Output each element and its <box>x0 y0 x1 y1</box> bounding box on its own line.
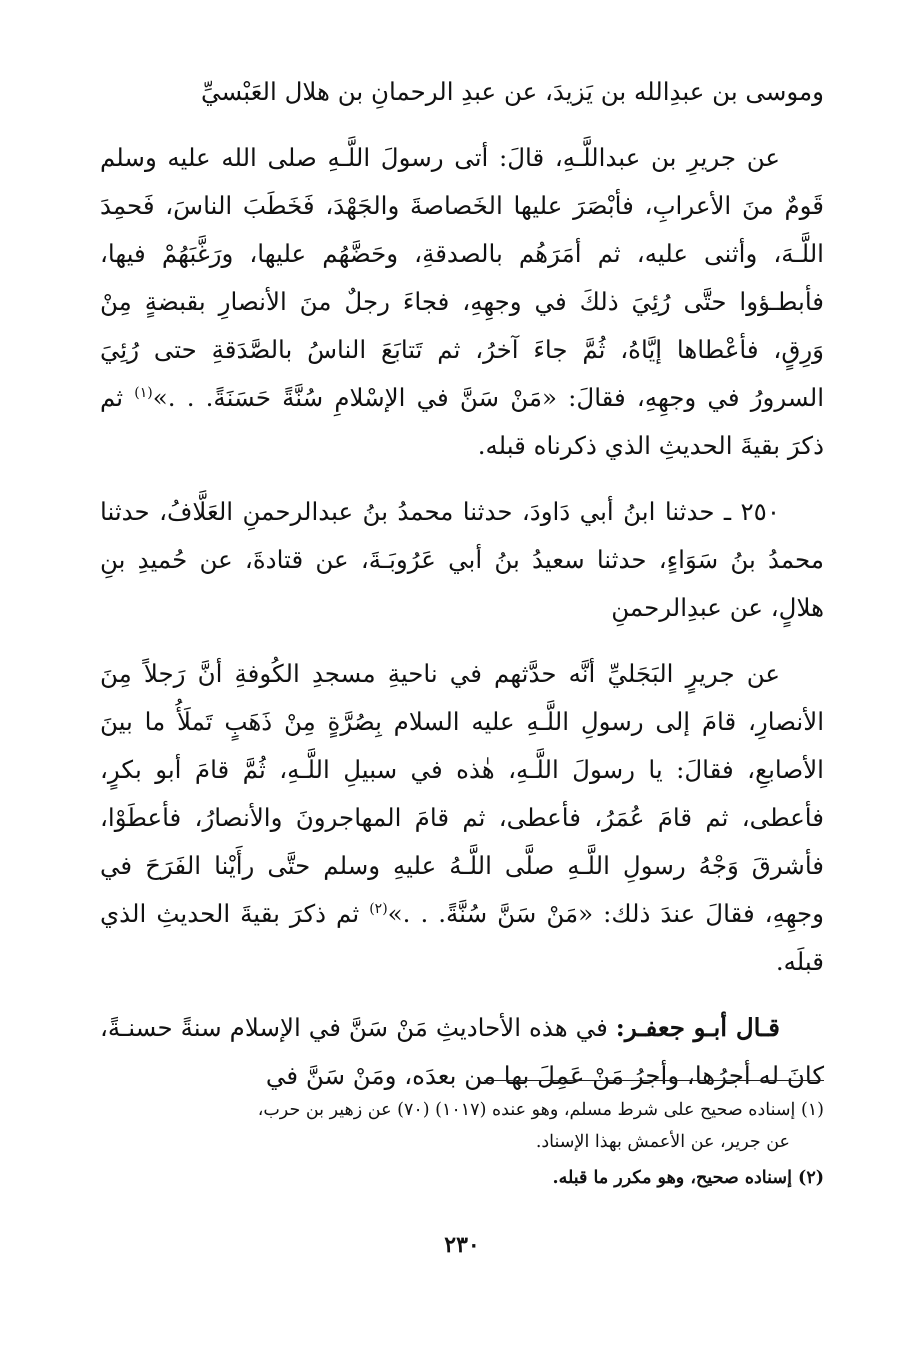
hadith-jarir-paragraph <box>100 134 824 470</box>
footnote-reference-2[interactable]: (٢) <box>369 900 388 917</box>
footnote-text: إسناده صحيح على شرط مسلم، وهو عنده (١٠١٧) (٧٠) عن زهير بن حرب، <box>257 1100 801 1120</box>
footnote-divider <box>484 1080 824 1081</box>
hadith-250-isnad-paragraph <box>100 488 824 632</box>
footnote-number: (١) <box>800 1100 824 1120</box>
paragraph-text: ٢٥٠ ـ حدثنا ابنُ أبي دَاودَ، حدثنا محمدُ بنُ عبدالرحمنِ العَلَّافُ، حدثنا محمدُ بنُ سَوَاءٍ، حدثنا سعيدُ بنُ أبي عَرُوبَـةَ، عن قتادةَ، عن حُميدِ بنِ هلالٍ، عن عبدِالرحمنِ <box>100 497 824 622</box>
footnote-number: (٢) <box>798 1168 824 1188</box>
footnotes-section <box>100 1094 824 1198</box>
isnad-continuation-paragraph <box>100 68 824 116</box>
paragraph-text: عن جريرٍ البَجَليِّ أنَّه حدَّثهم في ناحيةِ مسجدِ الكُوفةِ أنَّ رَجلاً مِنَ الأنصارِ، قامَ إلى رسولِ اللَّـهِ عليه السلام بِصُرَّةٍ مِنْ ذَهَبٍ تَملَأُ ما بينَ الأصابعِ، فقالَ: يا رسولَ اللَّـهِ، هٰذه في سبيلِ اللَّـهِ، ثُمَّ قامَ أبو بكرٍ، فأعطى، ثم قامَ عُمَرُ، فأعطى، ثم قامَ المهاجرونَ والأنصارُ، فأعطَوْا، فأشرقَ وَجْهُ رسولِ اللَّـهِ صلَّى اللَّـهُ عليهِ وسلم حتَّى رأَيْنا الفَرَحَ في وجهِهِ، فقالَ عندَ ذلك: «مَنْ سَنَّ سُنَّةً. . .» <box>100 659 824 928</box>
hadith-bajali-paragraph <box>100 650 824 986</box>
footnote-text: إسناده صحيح، وهو مكرر ما قبله. <box>552 1168 799 1188</box>
footnote-reference-1[interactable]: (١) <box>134 384 153 401</box>
paragraph-text-tail: ثم ذكرَ بقيةَ الحديثِ الذي قبلَه. <box>100 899 824 976</box>
footnote-2 <box>100 1162 824 1194</box>
paragraph-text: عن جريرِ بن عبداللَّـهِ، قالَ: أتى رسولَ اللَّـهِ صلى الله عليه وسلم قَومٌ منَ الأعرابِ، فأبْصَرَ عليها الخَصاصةَ والجَهْدَ، فَخَطَبَ الناسَ، فَحمِدَ اللَّـهَ، وأثنى عليه، ثم أمَرَهُم بالصدقةِ، وحَضَّهُم عليها، ورَغَّبَهُمْ فيها، فأبطـؤوا حتَّى رُئِيَ ذلكَ في وجهِهِ، فجاءَ رجلٌ منَ الأنصارِ بقبضةٍ مِنْ وَرِقٍ، فأعْطاها إيَّاهُ، ثُمَّ جاءَ آخرُ، ثم تَتابَعَ الناسُ بالصَّدَقةِ حتى رُئِيَ السرورُ في وجهِهِ، فقالَ: «مَنْ سَنَّ في الإسْلامِ سُنَّةً حَسَنَةً. . .» <box>100 143 825 412</box>
speaker-label: قـال أبـو جعفـر: <box>615 1013 780 1042</box>
paragraph-text: في هذه الأحاديثِ مَنْ سَنَّ في الإسلام سنةً حسنـةً، كانَ له أجرُها، وأجرُ مَنْ عَمِلَ بها من بعدَه، ومَنْ سَنَّ في <box>100 1013 824 1090</box>
footnote-text-continued: عن جرير، عن الأعمش بهذا الإسناد. <box>535 1132 790 1152</box>
page-number: ٢٣٠ <box>444 1232 480 1258</box>
paragraph-text-tail: ثم ذكرَ بقيةَ الحديثِ الذي ذكرناه قبله. <box>100 383 824 460</box>
abu-jafar-commentary-paragraph <box>100 1004 824 1100</box>
paragraph-text: وموسى بن عبدِالله بن يَزيدَ، عن عبدِ الرحمانِ بن هلال العَبْسيِّ <box>201 77 824 106</box>
footnote-1 <box>100 1094 824 1158</box>
main-text <box>100 68 824 1100</box>
